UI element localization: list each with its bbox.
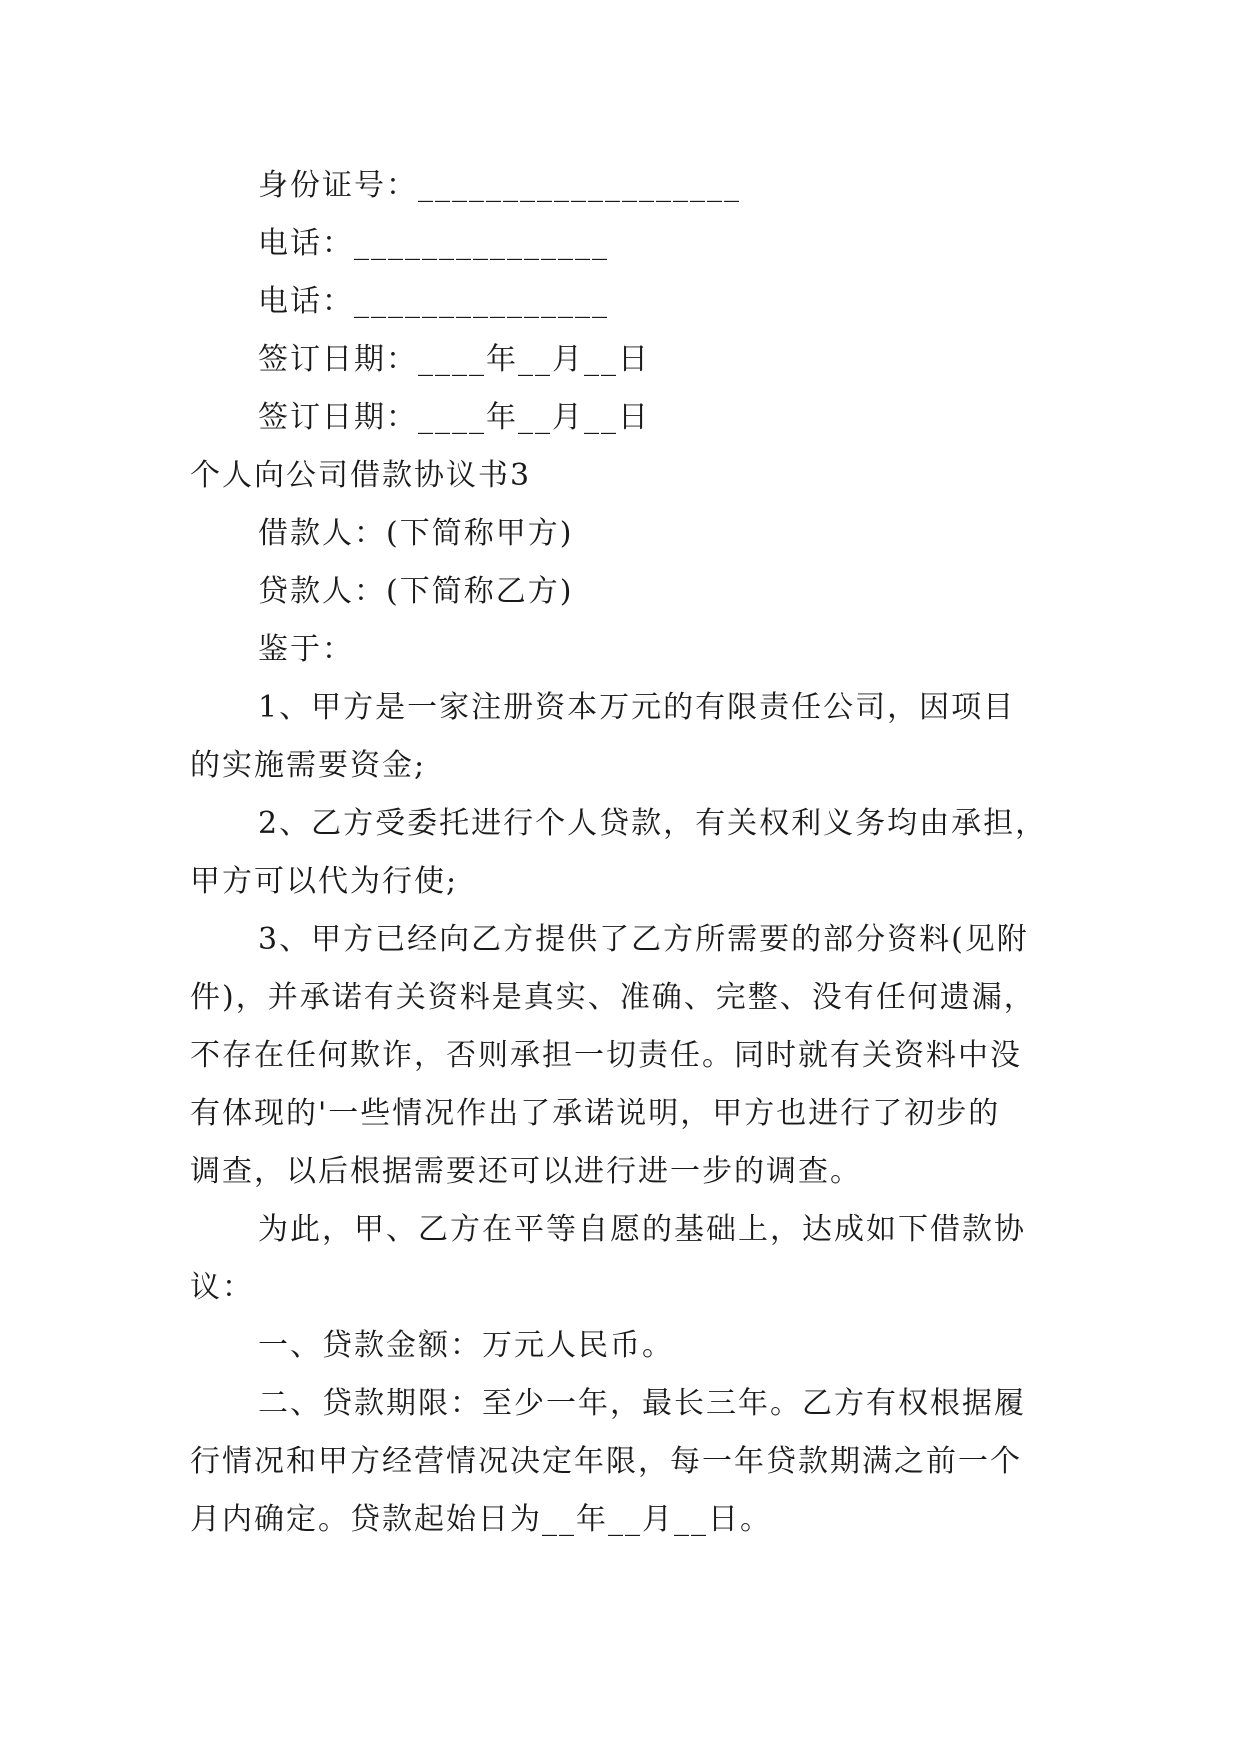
sign-date-line-2: 签订日期：____年__月__日 — [258, 400, 650, 435]
clause-3-line-2: 件)，并承诺有关资料是真实、准确、完整、没有任何遗漏， — [190, 980, 1036, 1015]
clause-3-line-1: 3、甲方已经向乙方提供了乙方所需要的部分资料(见附 — [258, 922, 1029, 957]
clause-2-line-2: 甲方可以代为行使; — [190, 864, 459, 899]
borrower-line: 借款人：(下简称甲方) — [258, 516, 574, 551]
loan-amount-line: 一、贷款金额：万元人民币。 — [258, 1328, 674, 1363]
preamble-line-2: 议： — [190, 1270, 254, 1305]
phone-line-2: 电话：_______________ — [258, 284, 609, 319]
clause-3-line-3: 不存在任何欺诈，否则承担一切责任。同时就有关资料中没 — [190, 1038, 1022, 1073]
lender-line: 贷款人：(下简称乙方) — [258, 574, 574, 609]
loan-term-line-2: 行情况和甲方经营情况决定年限，每一年贷款期满之前一个 — [190, 1444, 1022, 1479]
clause-1-line-2: 的实施需要资金; — [190, 748, 427, 783]
agreement-title: 个人向公司借款协议书3 — [190, 458, 532, 493]
phone-line-1: 电话：_______________ — [258, 226, 609, 261]
whereas-heading: 鉴于： — [258, 632, 354, 667]
clause-3-line-5: 调查，以后根据需要还可以进行进一步的调查。 — [190, 1154, 862, 1189]
loan-term-line-1: 二、贷款期限：至少一年，最长三年。乙方有权根据履 — [258, 1386, 1026, 1421]
sign-date-line-1: 签订日期：____年__月__日 — [258, 342, 650, 377]
clause-3-line-4: 有体现的'一些情况作出了承诺说明，甲方也进行了初步的 — [190, 1096, 1001, 1131]
clause-1-line-1: 1、甲方是一家注册资本万元的有限责任公司，因项目 — [258, 690, 1016, 725]
id-number-line: 身份证号：___________________ — [258, 168, 741, 203]
clause-2-line-1: 2、乙方受委托进行个人贷款，有关权利义务均由承担， — [258, 806, 1048, 841]
preamble-line-1: 为此，甲、乙方在平等自愿的基础上，达成如下借款协 — [258, 1212, 1026, 1247]
loan-term-line-3: 月内确定。贷款起始日为__年__月__日。 — [190, 1502, 772, 1537]
